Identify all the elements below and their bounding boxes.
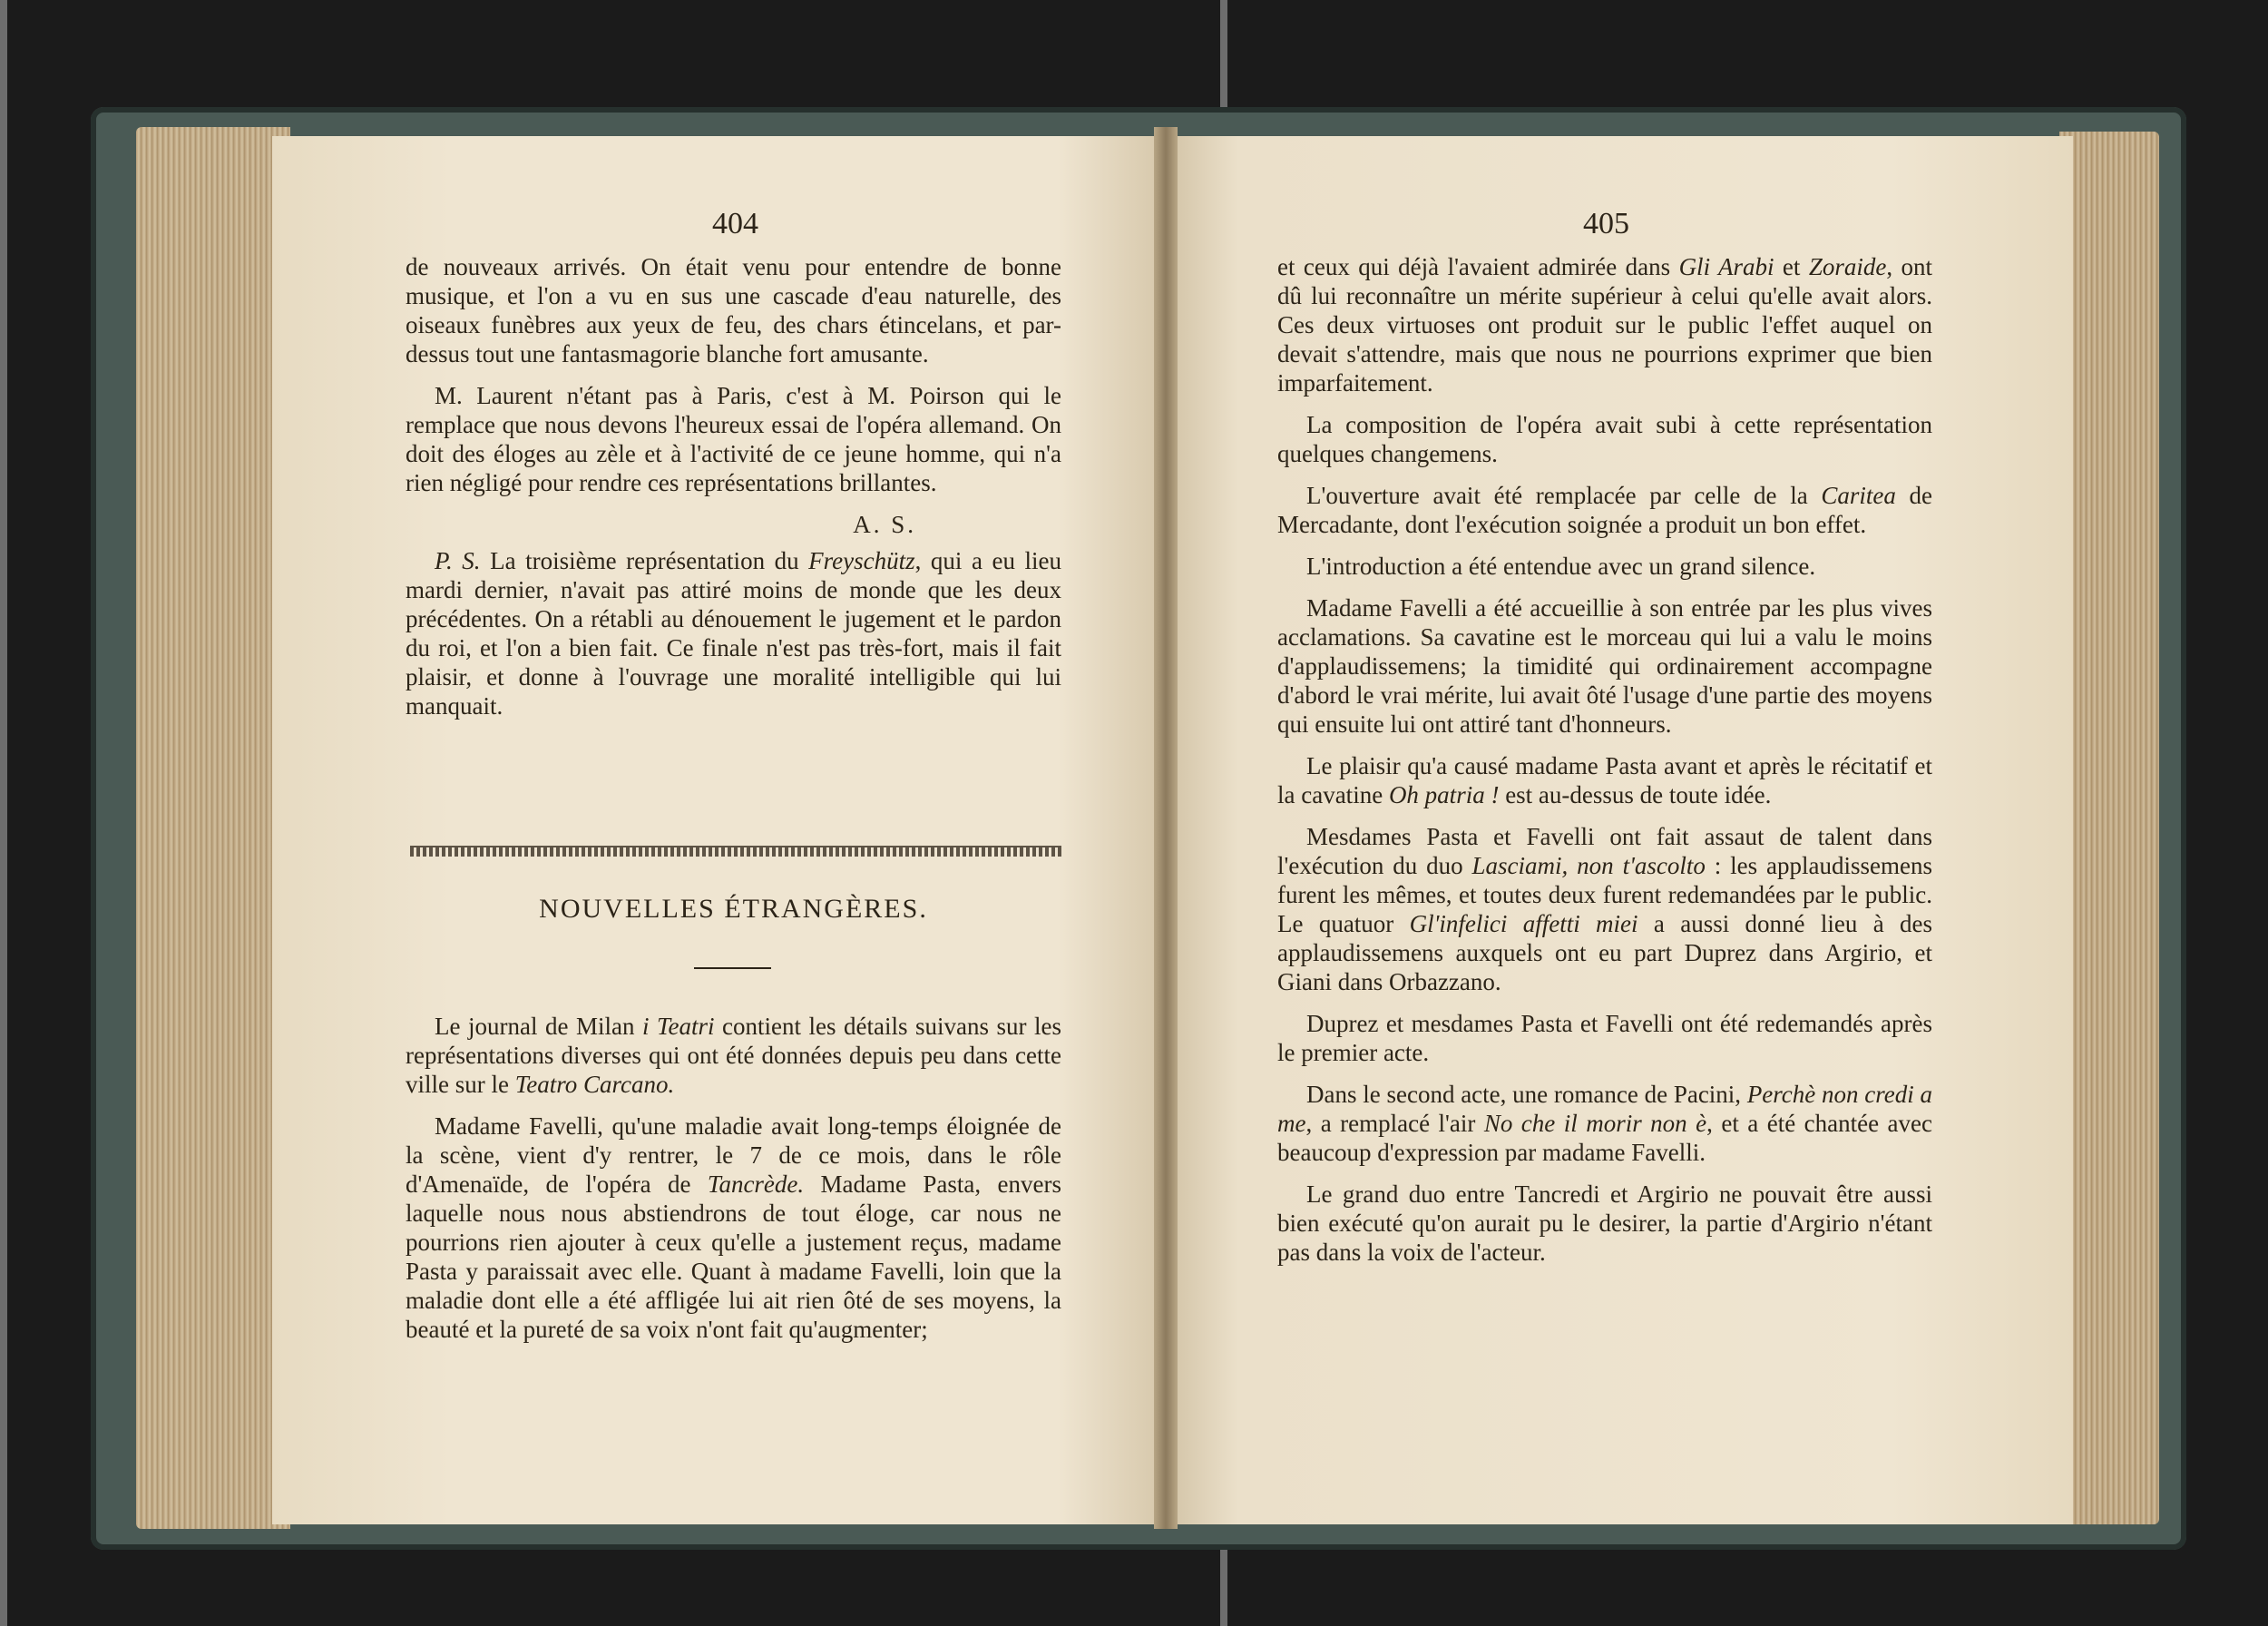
- paragraph: Madame Favelli a été accueillie à son entrée par les plus vives acclamations. Sa cavatine est le morceau qui lui a valu le moins d'applaudissemens; la timidité qui ordinairement accompagne d'abord le vrai mérite, lui avait ôté l'usage d'une partie des moyens qui ensuite lui ont attiré tant d'honneurs.: [1277, 594, 1932, 738]
- postscript-label: P. S.: [435, 547, 481, 574]
- section-heading: NOUVELLES ÉTRANGÈRES.: [539, 894, 928, 924]
- text-run: , a remplacé l'air: [1305, 1110, 1484, 1137]
- heading-underline-rule: [694, 967, 771, 969]
- paragraph: Duprez et mesdames Pasta et Favelli ont été redemandés après le premier acte.: [1277, 1010, 1932, 1066]
- italic-title: Teatro Carcano.: [514, 1071, 675, 1098]
- scan-background-stripe-left: [0, 0, 7, 1626]
- italic-title: Oh patria !: [1388, 781, 1500, 808]
- paragraph: [406, 1112, 1061, 1344]
- text-run: contient les détails suivans sur les représentations diverses qui ont été données depuis peu dans cette ville sur le: [406, 1013, 1061, 1098]
- text-run: , ont dû lui reconnaître un mérite supérieur à celui qu'elle avait alors. Ces deux virtuoses ont produit sur le public l'effet auquel on devait s'attendre, mais que nous ne pourrions exprimer que bien imparfaitement.: [1277, 253, 1932, 397]
- italic-title: Freyschütz: [808, 547, 915, 574]
- text-run: Dans le second acte, une romance de Pacini,: [1306, 1081, 1747, 1108]
- paragraph: [406, 1012, 1061, 1099]
- text-run: Madame Pasta, envers laquelle nous nous abstiendrons de tout éloge, car nous ne pourrions rien ajouter à ceux qu'elle a justement reçus, madame Pasta y paraissait avec elle. Quant à madame Favelli, loin que la maladie dont elle a été affligée lui ait rien ôté de ses moyens, la beauté et la pureté de sa voix n'ont fait qu'augmenter;: [406, 1171, 1061, 1343]
- italic-title: Gl'infelici affetti miei: [1409, 910, 1638, 937]
- text-run: et: [1774, 253, 1809, 280]
- text-run: a aussi donné lieu à des applaudissemens auxquels ont eu part Duprez dans Argirio, et Giani dans Orbazzano.: [1277, 910, 1933, 995]
- paragraph: La composition de l'opéra avait subi à cette représentation quelques changemens.: [1277, 411, 1932, 467]
- page-number-right: 405: [1583, 207, 1629, 240]
- text-run: : les applaudissemens furent les mêmes, et toutes deux furent redemandées par le public. Le quatuor: [1277, 852, 1932, 937]
- text-run: de Mercadante, dont l'exécution soignée a produit un bon effet.: [1277, 482, 1933, 538]
- text-run: Mesdames Pasta et Favelli ont fait assaut de talent dans l'exécution du duo: [1277, 823, 1932, 879]
- italic-title: Perchè non credi a me: [1277, 1081, 1932, 1137]
- paragraph: M. Laurent n'étant pas à Paris, c'est à M. Poirson qui le remplace que nous devons l'heureux essai de l'opéra allemand. On doit des éloges au zèle et à l'activité de ce jeune homme, qui n'a rien négligé pour rendre ces représentations brillantes.: [406, 382, 1061, 496]
- text-run: , et a été chantée avec beaucoup d'expression par madame Favelli.: [1277, 1110, 1933, 1166]
- text-run: Le plaisir qu'a causé madame Pasta avant et après le récitatif et la cavatine: [1277, 752, 1932, 808]
- section-divider-rule: [410, 846, 1061, 857]
- left-page-text-top: [406, 252, 1061, 733]
- text-run: La troisième représentation du: [480, 547, 809, 574]
- left-page-text-section: [406, 1012, 1061, 1357]
- paragraph: L'introduction a été entendue avec un grand silence.: [1306, 553, 1816, 580]
- paragraph: [1277, 481, 1932, 539]
- italic-title: No che il morir non è: [1483, 1110, 1707, 1137]
- page-number-left: 404: [712, 207, 758, 240]
- italic-title: Caritea: [1821, 482, 1896, 509]
- italic-title: Zoraide: [1808, 253, 1887, 280]
- italic-title: Tancrède.: [707, 1171, 805, 1198]
- text-run: et ceux qui déjà l'avaient admirée dans: [1277, 253, 1679, 280]
- book-gutter: [1154, 127, 1178, 1529]
- paragraph: [1277, 1080, 1932, 1167]
- text-run: Madame Favelli, qu'une maladie avait long-temps éloignée de la scène, vient d'y rentrer, le 7 de ce mois, dans le rôle d'Amenaïde, de l'opéra de: [406, 1112, 1061, 1198]
- paragraph: [1277, 252, 1932, 397]
- text-run: Le journal de Milan: [435, 1013, 642, 1040]
- paragraph: de nouveaux arrivés. On était venu pour entendre de bonne musique, et l'on a vu en sus une cascade d'eau naturelle, des oiseaux funèbres aux yeux de feu, des chars étincelans, et par-dessus tout une fantasmagorie blanche fort amusante.: [406, 253, 1061, 367]
- page-edges-left: [136, 127, 290, 1529]
- text-run: est au-dessus de toute idée.: [1499, 781, 1772, 808]
- paragraph: Le grand duo entre Tancredi et Argirio ne pouvait être aussi bien exécuté qu'on aurait pu le desirer, la partie d'Argirio n'étant pas dans la voix de l'acteur.: [1277, 1180, 1932, 1266]
- page-edges-right: [2059, 132, 2159, 1524]
- italic-title: Gli Arabi: [1678, 253, 1774, 280]
- postscript-paragraph: [406, 546, 1061, 720]
- italic-title: i Teatri: [641, 1013, 715, 1040]
- text-run: , qui a eu lieu mardi dernier, n'avait pas attiré moins de monde que les deux précédentes. On a rétabli au dénouement le jugement et le pardon du roi, et l'on a bien fait. Ce finale n'est pas très-fort, mais il fait plaisir, et donne à l'ouvrage une moralité intelligible qui lui manquait.: [406, 547, 1061, 720]
- author-signature: A. S.: [853, 511, 916, 538]
- paragraph: [1277, 822, 1932, 996]
- paragraph: [1277, 751, 1932, 809]
- italic-title: Lasciami, non t'ascolto: [1471, 852, 1706, 879]
- right-page-text: [1277, 252, 1932, 1279]
- text-run: L'ouverture avait été remplacée par celle de la: [1306, 482, 1822, 509]
